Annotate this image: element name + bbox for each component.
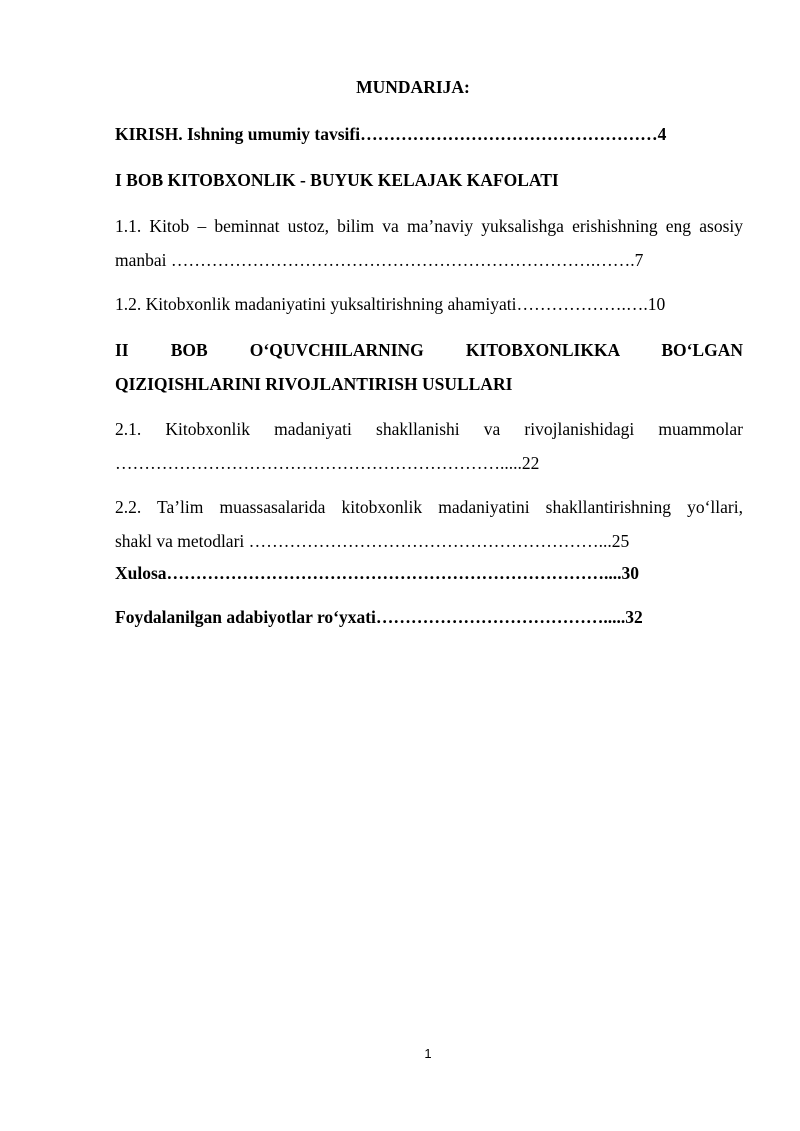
toc-entry-kirish[interactable] <box>115 117 743 151</box>
toc-entry-line-2: shakl va metodlari ……………………………………………………...25 <box>115 531 630 551</box>
toc-entry-text: Xulosa…………………………………………………………………....30 <box>115 563 640 583</box>
toc-entry-line-1: 2.1. Kitobxonlik madaniyati shakllanishi va rivojlanishidagi muammolar <box>115 419 743 439</box>
toc-entry-text: Foydalanilgan adabiyotlar ro‘yxati………………………………….....32 <box>115 607 643 627</box>
toc-entry-section-2-2[interactable] <box>115 490 743 558</box>
toc-entry-section-1-2[interactable] <box>115 287 743 321</box>
toc-entry-text: 1.2. Kitobxonlik madaniyatini yuksaltirishning ahamiyati……………….….10 <box>115 294 666 314</box>
toc-entry-chapter-2[interactable] <box>115 333 743 401</box>
toc-entry-line-2: QIZIQISHLARINI RIVOJLANTIRISH USULLARI <box>115 374 513 394</box>
toc-entry-line-2: ………………………………………………………….....22 <box>115 453 540 473</box>
page-number: 1 <box>424 1046 432 1061</box>
toc-entry-line-1: 2.2. Ta’lim muassasalarida kitobxonlik madaniyatini shakllantirishning yo‘llari, <box>115 497 743 517</box>
page-title: MUNDARIJA: <box>356 77 470 97</box>
toc-entry-text: KIRISH. Ishning umumiy tavsifi……………………………………………4 <box>115 124 667 144</box>
toc-entry-line-1: II BOB O‘QUVCHILARNING KITOBXONLIKKA BO‘LGAN <box>115 340 743 360</box>
toc-entry-section-2-1[interactable] <box>115 412 743 480</box>
toc-entry-text: I BOB KITOBXONLIK - BUYUK KELAJAK KAFOLATI <box>115 170 559 190</box>
toc-entry-bibliography[interactable] <box>115 600 743 634</box>
toc-entry-section-1-1[interactable] <box>115 209 743 277</box>
toc-entry-xulosa[interactable] <box>115 556 743 590</box>
toc-entry-chapter-1[interactable] <box>115 163 743 197</box>
toc-entry-line-1: 1.1. Kitob – beminnat ustoz, bilim va ma’naviy yuksalishga erishishning eng asosiy <box>115 216 743 236</box>
toc-entry-line-2: manbai ……………………………………………………………….…….7 <box>115 250 644 270</box>
